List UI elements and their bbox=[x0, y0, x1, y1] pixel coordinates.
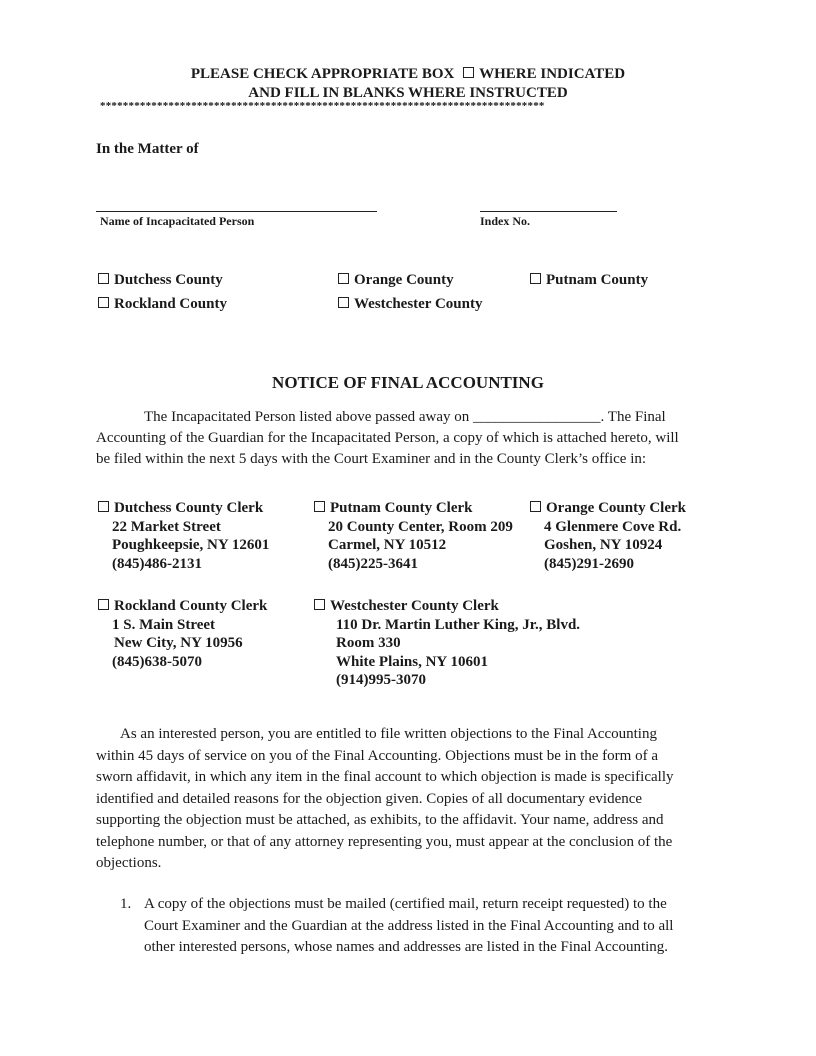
list-item-line: other interested persons, whose names and addresses are listed in the Final Accounting. bbox=[144, 939, 669, 955]
list-item-number: 1. bbox=[120, 896, 132, 912]
clerk-city: Carmel, NY 10512 bbox=[328, 537, 447, 553]
list-item bbox=[144, 894, 673, 959]
county-option-putnam[interactable]: Putnam County bbox=[530, 272, 648, 289]
objections-line: objections. bbox=[96, 855, 162, 871]
index-label: Index No. bbox=[480, 214, 531, 228]
header-line-1 bbox=[0, 66, 816, 83]
clerk-city: White Plains, NY 10601 bbox=[336, 653, 488, 670]
notice-title: NOTICE OF FINAL ACCOUNTING bbox=[272, 373, 544, 392]
header-line-1a: PLEASE CHECK APPROPRIATE BOX bbox=[190, 66, 455, 82]
clerk-room: Room 330 bbox=[336, 635, 401, 651]
clerk-phone: (845)225-3641 bbox=[328, 555, 418, 572]
county-option-orange[interactable]: Orange County bbox=[338, 272, 454, 289]
clerk-city: Poughkeepsie, NY 12601 bbox=[112, 537, 270, 553]
name-blank-line[interactable] bbox=[96, 211, 377, 212]
clerk-address: 110 Dr. Martin Luther King, Jr., Blvd. bbox=[336, 616, 581, 633]
clerk-dutchess bbox=[98, 499, 269, 573]
checkbox-icon[interactable] bbox=[338, 273, 349, 284]
clerk-address: 4 Glenmere Cove Rd. bbox=[544, 518, 682, 535]
list-item-line: Court Examiner and the Guardian at the address listed in the Final Accounting and to all bbox=[144, 917, 674, 934]
objections-line: within 45 days of service on you of the Final Accounting. Objections must be in the form of a bbox=[96, 747, 658, 764]
matter-label: In the Matter of bbox=[96, 141, 199, 157]
checkbox-icon[interactable] bbox=[530, 501, 541, 512]
clerk-address: 1 S. Main Street bbox=[112, 616, 216, 633]
checkbox-icon bbox=[463, 67, 474, 78]
clerk-option-westchester[interactable]: Westchester County Clerk bbox=[314, 597, 580, 616]
clerk-address: 22 Market Street bbox=[112, 518, 221, 535]
name-label: Name of Incapacitated Person bbox=[100, 214, 255, 228]
clerk-city: New City, NY 10956 bbox=[114, 635, 243, 651]
checkbox-icon[interactable] bbox=[98, 273, 109, 284]
checkbox-icon[interactable] bbox=[98, 297, 109, 308]
objections-line: telephone number, or that of any attorney representing you, must appear at the conclusion of the bbox=[96, 833, 673, 850]
clerk-westchester bbox=[314, 597, 580, 690]
clerk-phone: (845)486-2131 bbox=[112, 555, 202, 572]
clerk-city: Goshen, NY 10924 bbox=[544, 537, 663, 553]
county-option-westchester[interactable]: Westchester County bbox=[338, 296, 482, 313]
objections-line: supporting the objection must be attached, as exhibits, to the affidavit. Your name, address and bbox=[96, 812, 664, 828]
clerk-orange bbox=[530, 499, 686, 573]
star-divider: ****************************************************************************** bbox=[100, 100, 545, 112]
clerk-option-rockland[interactable]: Rockland County Clerk bbox=[98, 597, 267, 616]
header-line-1b: WHERE INDICATED bbox=[479, 66, 626, 82]
checkbox-icon[interactable] bbox=[98, 599, 109, 610]
clerk-phone: (845)291-2690 bbox=[544, 555, 634, 572]
objections-line: sworn affidavit, in which any item in the final account to which objection is made is specifically bbox=[96, 769, 674, 785]
county-option-rockland[interactable]: Rockland County bbox=[98, 296, 227, 313]
objections-line: identified and detailed reasons for the objection given. Copies of all documentary evidence bbox=[96, 790, 643, 807]
checkbox-icon[interactable] bbox=[338, 297, 349, 308]
clerk-putnam bbox=[314, 499, 513, 573]
clerk-option-putnam[interactable]: Putnam County Clerk bbox=[314, 499, 513, 518]
county-option-dutchess[interactable]: Dutchess County bbox=[98, 272, 223, 289]
objections-paragraph bbox=[96, 724, 674, 875]
clerk-option-orange[interactable]: Orange County Clerk bbox=[530, 499, 686, 518]
checkbox-icon[interactable] bbox=[98, 501, 109, 512]
notice-line-3: be filed within the next 5 days with the Court Examiner and in the County Clerk’s office in: bbox=[96, 451, 647, 467]
objections-line: As an interested person, you are entitled to file written objections to the Final Accounting bbox=[120, 726, 657, 742]
clerk-option-dutchess[interactable]: Dutchess County Clerk bbox=[98, 499, 269, 518]
checkbox-icon[interactable] bbox=[314, 501, 325, 512]
clerk-phone: (914)995-3070 bbox=[336, 672, 426, 688]
notice-line-2: Accounting of the Guardian for the Incapacitated Person, a copy of which is attached hereto, will bbox=[96, 430, 679, 446]
index-blank-line[interactable] bbox=[480, 211, 617, 212]
clerk-address: 20 County Center, Room 209 bbox=[328, 518, 513, 535]
list-item-line: A copy of the objections must be mailed (certified mail, return receipt requested) to the bbox=[144, 896, 667, 912]
clerk-rockland bbox=[98, 597, 267, 671]
checkbox-icon[interactable] bbox=[314, 599, 325, 610]
checkbox-icon[interactable] bbox=[530, 273, 541, 284]
header-line-2: AND FILL IN BLANKS WHERE INSTRUCTED bbox=[248, 85, 568, 101]
notice-line-1: The Incapacitated Person listed above passed away on _________________. The Final bbox=[144, 409, 666, 425]
clerk-phone: (845)638-5070 bbox=[112, 653, 202, 670]
